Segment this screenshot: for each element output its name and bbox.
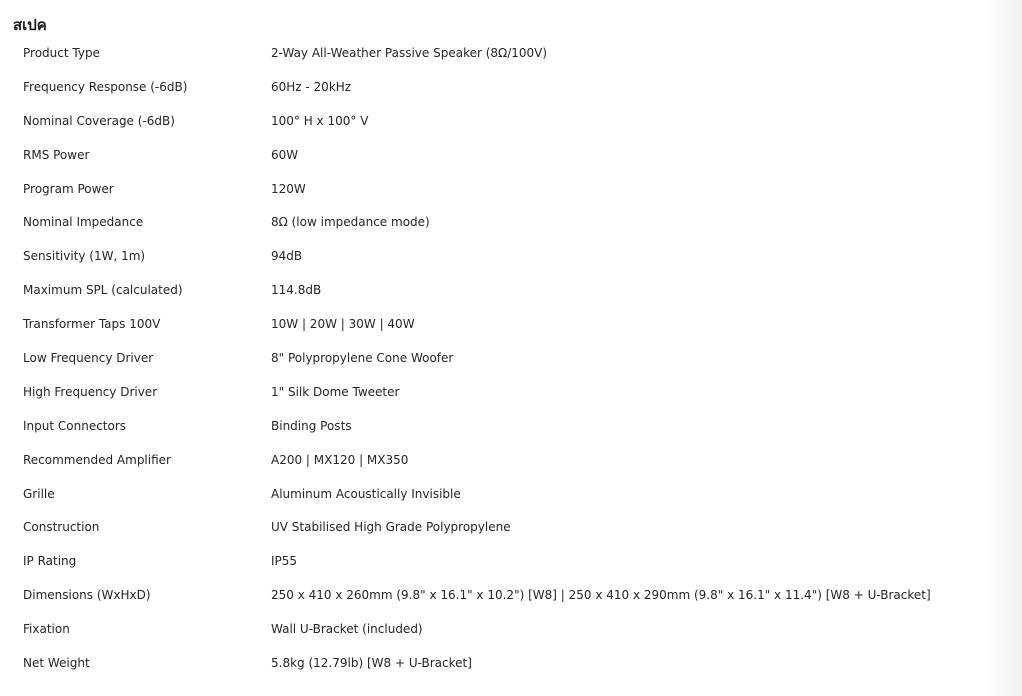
spec-value: IP55 <box>271 554 298 569</box>
spec-row-frequency-response <box>0 71 990 105</box>
spec-label: Input Connectors <box>23 418 127 433</box>
spec-row-recommended-amplifier <box>0 444 990 478</box>
spec-label: Product Type <box>23 46 100 60</box>
spec-value: 2-Way All-Weather Passive Speaker (8Ω/100V) <box>271 46 548 60</box>
specs-heading: สเปค <box>13 16 47 34</box>
spec-label: Net Weight <box>23 656 90 671</box>
spec-label: Recommended Amplifier <box>23 452 171 467</box>
spec-value: 5.8kg (12.79lb) [W8 + U-Bracket] <box>271 656 472 671</box>
spec-label: Nominal Coverage (-6dB) <box>23 113 175 128</box>
spec-value: 1" Silk Dome Tweeter <box>271 384 400 399</box>
spec-value: 8" Polypropylene Cone Woofer <box>271 351 454 366</box>
spec-value: 100° H x 100° V <box>271 113 369 128</box>
spec-label: Transformer Taps 100V <box>23 317 161 332</box>
spec-value: 120W <box>271 181 306 196</box>
spec-label: RMS Power <box>23 147 90 162</box>
spec-value: Binding Posts <box>271 418 352 433</box>
spec-row-transformer-taps <box>0 308 990 342</box>
spec-label: Frequency Response (-6dB) <box>23 79 188 94</box>
spec-row-maximum-spl <box>0 274 990 308</box>
spec-label: Dimensions (WxHxD) <box>23 588 151 603</box>
spec-row-input-connectors <box>0 410 990 444</box>
spec-value: 8Ω (low impedance mode) <box>271 215 430 230</box>
spec-value: 60W <box>271 147 299 162</box>
spec-value: 60Hz - 20kHz <box>271 79 352 94</box>
spec-row-program-power <box>0 173 990 207</box>
spec-table <box>0 37 990 681</box>
spec-value: A200 | MX120 | MX350 <box>271 452 409 467</box>
spec-label: High Frequency Driver <box>23 384 158 399</box>
spec-value: Aluminum Acoustically Invisible <box>271 486 461 501</box>
spec-row-net-weight <box>0 647 990 681</box>
spec-value: UV Stabilised High Grade Polypropylene <box>271 520 511 535</box>
spec-label: Sensitivity (1W, 1m) <box>23 249 146 264</box>
spec-row-ip-rating <box>0 545 990 579</box>
spec-row-dimensions <box>0 579 990 613</box>
spec-value: 250 x 410 x 260mm (9.8" x 16.1" x 10.2") [W8] | 250 x 410 x 290mm (9.8" x 16.1" x 11.4") [W8 + U-Bracket] <box>271 588 931 603</box>
spec-label: Maximum SPL (calculated) <box>23 283 183 298</box>
spec-label: IP Rating <box>23 554 77 569</box>
spec-row-nominal-impedance <box>0 206 990 240</box>
spec-label: Low Frequency Driver <box>23 351 154 366</box>
spec-value: Wall U-Bracket (included) <box>271 622 423 637</box>
spec-value: 114.8dB <box>271 283 322 298</box>
spec-row-sensitivity <box>0 240 990 274</box>
spec-row-fixation <box>0 613 990 647</box>
spec-value: 10W | 20W | 30W | 40W <box>271 317 415 332</box>
spec-label: Grille <box>23 486 55 501</box>
spec-row-product-type <box>0 37 990 71</box>
spec-label: Construction <box>23 520 100 535</box>
spec-row-grille <box>0 478 990 512</box>
spec-value: 94dB <box>271 249 303 264</box>
spec-row-construction <box>0 511 990 545</box>
spec-row-rms-power <box>0 139 990 173</box>
spec-label: Program Power <box>23 181 114 196</box>
spec-row-high-frequency-driver <box>0 376 990 410</box>
spec-label: Fixation <box>23 622 70 637</box>
spec-row-nominal-coverage <box>0 105 990 139</box>
spec-row-low-frequency-driver <box>0 342 990 376</box>
spec-label: Nominal Impedance <box>23 215 144 230</box>
